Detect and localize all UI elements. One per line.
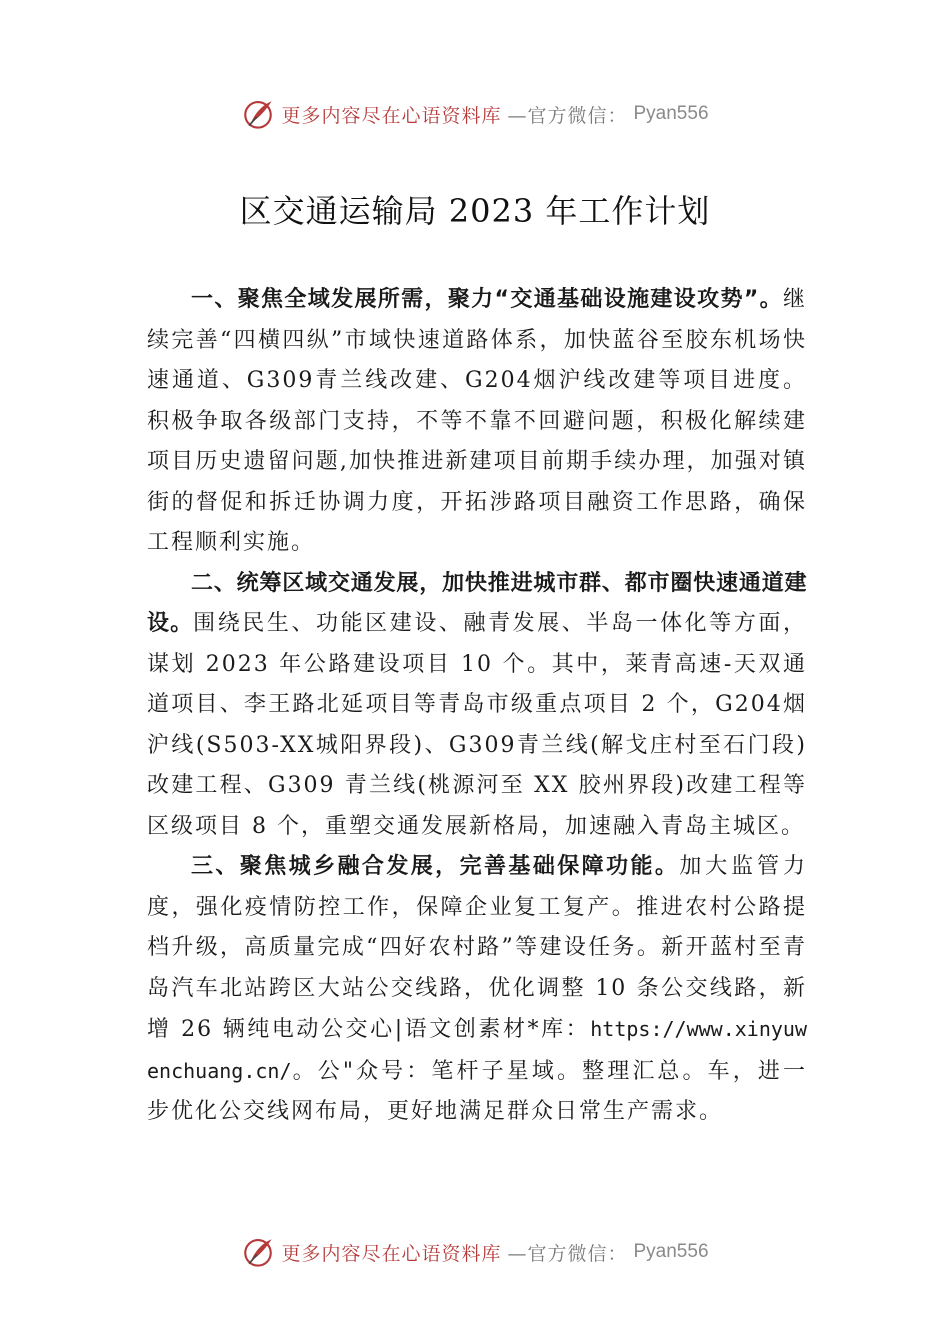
feather-quill-icon xyxy=(241,97,275,131)
watermark-header xyxy=(0,94,950,134)
watermark-brand: 更多内容尽在心语资料库 xyxy=(281,104,502,127)
paragraph-1-heading: 一、聚焦全域发展所需，聚力“交通基础设施建设攻势”。 xyxy=(191,287,783,312)
watermark-wechat-id: Pyan556 xyxy=(633,1241,709,1262)
watermark-separator: —官方微信： xyxy=(507,1242,628,1265)
watermark-wechat-id: Pyan556 xyxy=(633,103,709,124)
paragraph-2 xyxy=(147,564,807,848)
document-title: 区交通运输局 2023 年工作计划 xyxy=(239,192,711,230)
paragraph-2-heading: 二、统筹区域交通发展，加快推进城市群、都市圈快速通道建设。 xyxy=(147,570,807,636)
paragraph-3-text-end: 。公"众号：笔杆子星域。整理汇总。车，进一步优化公交线网布局，更好地满足群众日常生产需求。 xyxy=(147,1058,807,1124)
watermark-separator: —官方微信： xyxy=(507,104,628,127)
paragraph-2-text: 围绕民生、功能区建设、融青发展、半岛一体化等方面，谋划 2023 年公路建设项目 10 个。其中，莱青高速-天双通道项目、李王路北延项目等青岛市级重点项目 2 个，G204烟沪线(S503-XX城阳界段)、G309青兰线(解戈庄村至石门段)改建工程、G309 青兰线(桃源河至 XX 胶州界段)改建工程等区级项目 8 个，重塑交通发展新格局，加速融入青岛主城区。 xyxy=(147,611,807,839)
document-body xyxy=(147,280,807,1133)
paragraph-1 xyxy=(147,280,807,564)
paragraph-3-text: 加大监管力度，强化疫情防控工作，保障企业复工复产。推进农村公路提档升级，高质量完成“四好农村路”等建设任务。新开蓝村至青岛汽车北站跨区大站公交线路，优化调整 10 条公交线路，新增 26 辆纯电动公交心|语文创素材*库： xyxy=(147,854,807,1042)
paragraph-3-url: https://www.xinyuwenchuang.cn/ xyxy=(147,1017,807,1083)
paragraph-1-text: 继续完善“四横四纵”市域快速道路体系，加快蓝谷至胶东机场快速通道、G309青兰线改建、G204烟沪线改建等项目进度。积极争取各级部门支持，不等不靠不回避问题，积极化解续建项目历史遗留问题,加快推进新建项目前期手续办理，加强对镇街的督促和拆迁协调力度，开拓涉路项目融资工作思路，确保工程顺利实施。 xyxy=(147,287,807,555)
feather-quill-icon xyxy=(241,1235,275,1269)
watermark-brand: 更多内容尽在心语资料库 xyxy=(281,1242,502,1265)
paragraph-3-heading: 三、聚焦城乡融合发展，完善基础保障功能。 xyxy=(191,854,680,879)
paragraph-3 xyxy=(147,847,807,1133)
watermark-footer xyxy=(0,1232,950,1272)
